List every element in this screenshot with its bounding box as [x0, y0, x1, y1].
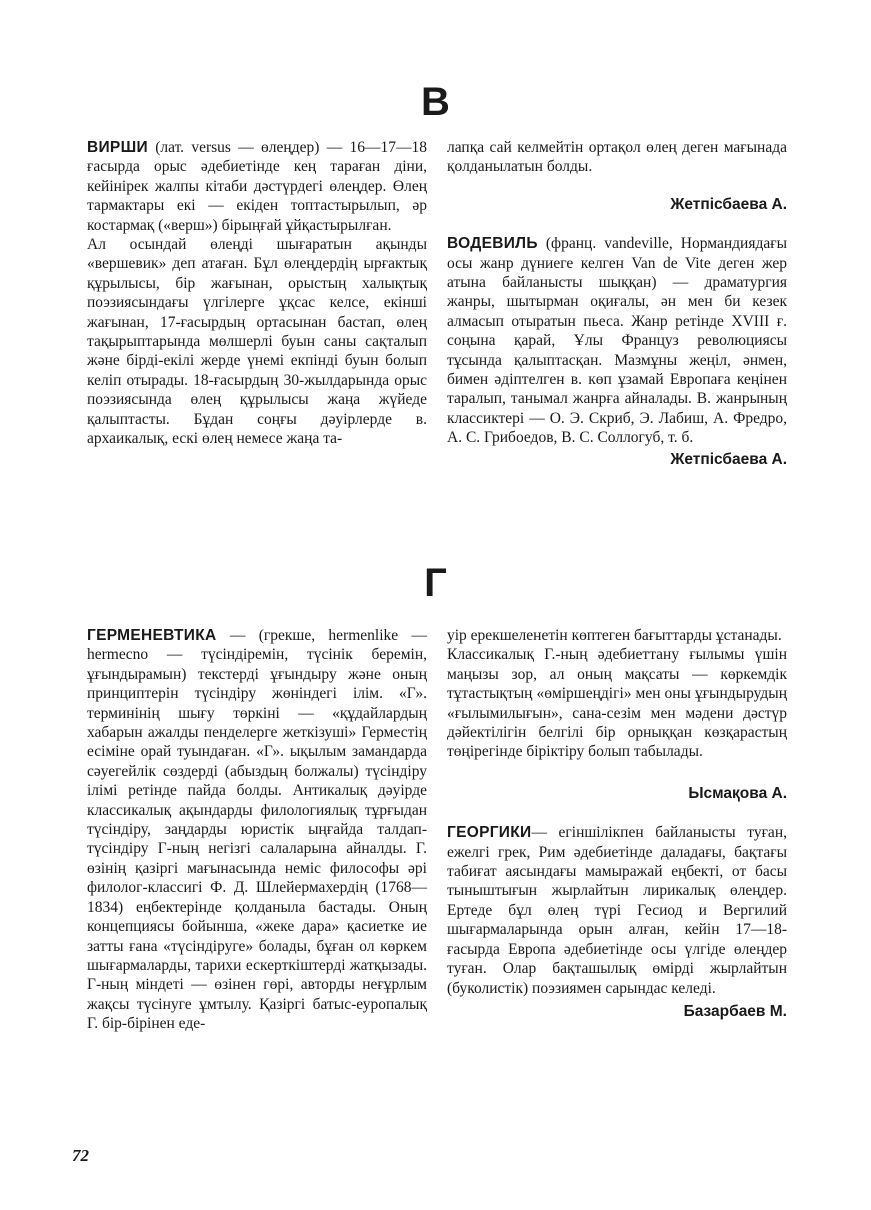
entry-text-georgiki: — егіншілікпен байланысты туған, ежелгі грек, Рим әдебиетінде даладағы, бақтағы табиғат аясындағы мамыражай еңбекті, от басы тыныштығын жырлайтын лирикалық өлеңдер. Ертеде бұл өлең түрі Гесиод и Вергилий шығармаларында орын алған, кейін 17—18-ғасырда Европа әдебиетінде осы үлгіде өлеңдер туған. Олар бақташылық өмірді жырлайтын (буколистік) поэзиямен сарындас келеді.: [447, 824, 787, 997]
section-letter-g: Г: [424, 561, 447, 605]
column-left-b: [87, 138, 427, 449]
author-signature: Жетпісбаева А.: [670, 450, 787, 468]
column-right-g: [447, 626, 787, 1021]
author-signature: Базарбаев М.: [683, 1002, 787, 1020]
entry-heading-georgiki: ГЕОРГИКИ: [447, 824, 532, 842]
column-left-g: [87, 626, 427, 1034]
entry-virshi-para2: Ал осындай өлеңді шығаратын ақынды «вершевик» деп атаған. Бұл өлеңдердің ырғактық құрылысы, бір жағынан, орыстың халықтық поэзиясындағы үлгілерге ұқсас келсе, екінші жағынан, 17-ғасырдың ортасынан бастап, өлең тақырыптарында мөлшерлі буын саны сақталып және бірді-екілі жерде үнемі екпінді буын болып келіп отырады. 18-ғасырдың 30-жылдарында орыс поэзиясында өлең құрылысы жаңа жүйеде қалыптасты. Бұдан соңғы дәуірлерде в. архаикалық, ескі өлең немесе жаңа та-: [87, 236, 427, 448]
entry-germenevtika-continued: уір ерекшеленетін көптеген бағыттарды ұстанады.: [447, 627, 782, 644]
entry-germenevtika: [87, 626, 427, 1034]
entry-georgiki: [447, 823, 787, 998]
entry-heading-vodevil: ВОДЕВИЛЬ: [447, 235, 538, 253]
entry-virshi-continued: лапқа сай келмейтін ортақол өлең деген мағынада қолданылатын болды.: [447, 139, 787, 176]
author-signature: Жетпісбаева А.: [670, 195, 787, 213]
entry-heading-virshi: ВИРШИ: [87, 139, 148, 156]
entry-text-vodevil: (франц. vandeville, Нормандиядағы осы жанр дүниеге келген Van de Vite деген жер атына байланысты шыққан) — драматургия жанры, шытырман оқиғалы, ән мен би кезек алмасып отыратын пьеса. Жанр ретінде XVIII ғ. соңына қарай, Ұлы Француз революциясы тұсында қалыптасқан. Мазмұны жеңіл, әнмен, бимен әдіптелген в. көп ұзамай Европаға кеңінен таралып, танымал жанрға айналады. В. жанрының классиктері — О. Э. Скриб, Э. Лабиш, А. Фредро, А. С. Грибоедов, В. С. Соллогуб, т. б.: [447, 235, 787, 447]
entry-heading-germenevtika: ГЕРМЕНЕВТИКА: [87, 627, 217, 644]
entry-text-germenevtika: — (грекше, hermenlike — hermecno — түсіндіремін, түсінік беремін, ұғындырамын) текстерді ұғындыру және оның принциптерін түсіндіру жөніндегі ілім. «Г». терминінің шығу төркіні — «құдайлардың хабарын ажалды пенделерге жеткізуші» Герместің есіміне орай туындаған. «Г». ықылым замандарда сәуегейлік сөздерді (абыздың болжалы) түсіндіру ілімі ретінде пайда болды. Антикалық дәуірде классикалық ақындарды филологиялық тұрғыдан түсіндіру, заңдарды юристік ыңғайда талдап-түсіндіру Г-ның негізгі салаларына айналды. Г. өзінің қазіргі мағынасында неміс философы әрі филолог-классигі Ф. Д. Шлейермахердің (1768—1834) еңбектерінде қолданыла бастады. Оның концепциясы бойынша, «жеке дара» қасиетке ие затты ғана «түсіндіруге» болады, бұған ол көркем шығармаларды, тарихи ескерткіштерді жатқызады. Г-ның міндеті — өзінен гөрі, авторды неғұрлым жақсы түсінуге ұмтылу. Қазіргі батыс-еуропалық Г. бір-бірінен еде-: [87, 627, 427, 1033]
entry-virshi: [87, 138, 427, 235]
entry-text-virshi: (лат. versus — өлеңдер) — 16—17—18 ғасырда орыс әдебиетінде кең тараған діни, кейінірек жалпы кітаби дәстүрдегі өлеңдер. Өлең тармактары екі — екіден топтастырылып, әр костармақ («верш») бірыңғай ұйқастырылған.: [87, 139, 427, 234]
entry-vodevil: [447, 234, 787, 447]
entry-germenevtika-para2: Классикалық Г.-ның әдебиеттану ғылымы үшін маңызы зор, ал оның мақсаты — көркемдік тұтастықтың «өміршеңдігі» мен оны ұғындырудың «ғылымилығын», сана-сезім мен мәдени дәстүр дәйектілігін белгілі бір орныққан көзқарастың төңірегінде біріктіру болып табылады.: [447, 646, 787, 761]
section-letter-v: В: [421, 80, 450, 124]
column-right-b: [447, 138, 787, 469]
page-number: 72: [72, 1146, 89, 1165]
author-signature: Ысмақова А.: [688, 784, 787, 802]
